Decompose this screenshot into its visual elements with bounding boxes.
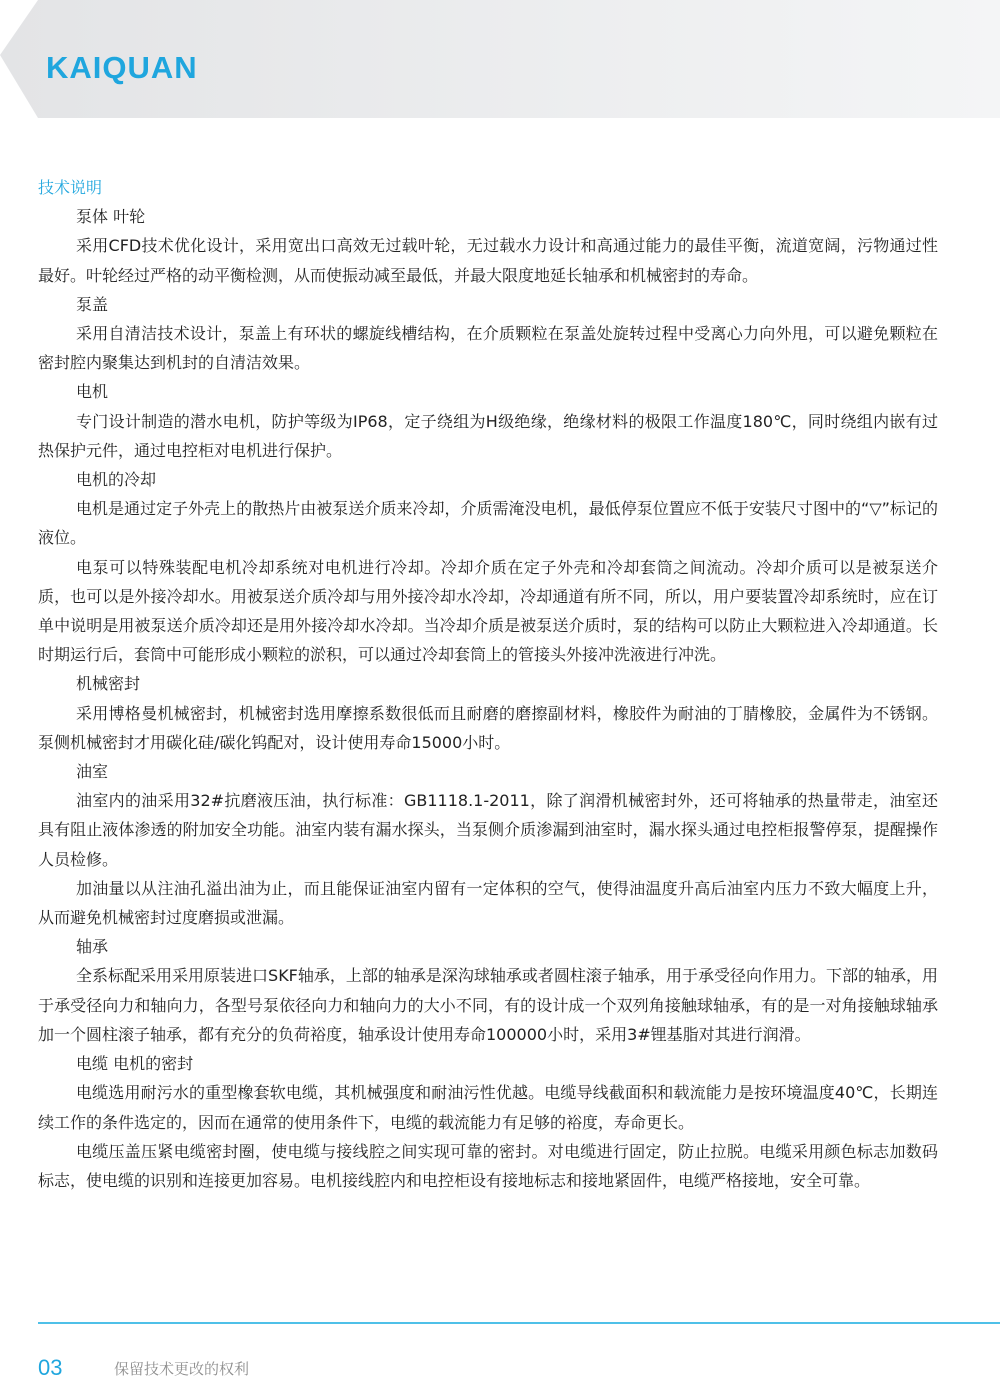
header-band [0,0,1000,118]
body-paragraph: 全系标配采用采用原装进口SKF轴承，上部的轴承是深沟球轴承或者圆柱滚子轴承，用于承受径向作用力。下部的轴承，用于承受径向力和轴向力，各型号泵依径向力和轴向力的大小不同，有的设计成一个双列角接触球轴承，有的是一对角接触球轴承加一个圆柱滚子轴承，都有充分的负荷裕度，轴承设计使用寿命100000小时，采用3#锂基脂对其进行润滑。 [38,966,938,1044]
section-title: 技术说明 [38,178,103,197]
sub-heading: 泵盖 [76,294,109,314]
sub-heading: 电机的冷却 [76,470,157,490]
sub-heading: 轴承 [76,937,109,957]
body-paragraph: 采用CFD技术优化设计，采用宽出口高效无过载叶轮，无过载水力设计和高通过能力的最佳平衡，流道宽阔，污物通过性最好。叶轮经过严格的动平衡检测，从而使振动减至最低，并最大限度地延长轴承和机械密封的寿命。 [38,236,938,285]
body-paragraph: 采用博格曼机械密封，机械密封选用摩擦系数很低而且耐磨的磨擦副材料，橡胶件为耐油的丁腈橡胶，金属件为不锈钢。泵侧机械密封才用碳化硅/碳化钨配对，设计使用寿命15000小时。 [38,703,938,752]
body-paragraph: 电机是通过定子外壳上的散热片由被泵送介质来冷却，介质需淹没电机，最低停泵位置应不低于安装尺寸图中的“▽”标记的液位。 [38,499,938,548]
footer-note: 保留技术更改的权利 [114,1360,250,1378]
body-paragraph: 采用自清洁技术设计，泵盖上有环状的螺旋线槽结构，在介质颗粒在泵盖处旋转过程中受离心力向外甩，可以避免颗粒在密封腔内聚集达到机封的自清洁效果。 [38,324,938,373]
sub-heading: 泵体 叶轮 [76,207,146,227]
sub-heading: 电缆 电机的密封 [76,1054,194,1074]
body-paragraph: 加油量以从注油孔溢出油为止，而且能保证油室内留有一定体积的空气，使得油温度升高后油室内压力不致大幅度上升，从而避免机械密封过度磨损或泄漏。 [38,878,938,928]
sub-heading: 机械密封 [76,674,141,694]
body-paragraph: 电缆选用耐污水的重型橡套软电缆，其机械强度和耐油污性优越。电缆导线截面积和载流能力是按环境温度40℃，长期连续工作的条件选定的，因而在通常的使用条件下，电缆的载流能力有足够的裕度，寿命更长。 [38,1083,938,1132]
body-paragraph: 电缆压盖压紧电缆密封圈，使电缆与接线腔之间实现可靠的密封。对电缆进行固定，防止拉脱。电缆采用颜色标志加数码标志，使电缆的识别和连接更加容易。电机接线腔内和电控柜设有接地标志和接地紧固件，电缆严格接地，安全可靠。 [38,1141,938,1190]
body-paragraph: 电泵可以特殊装配电机冷却系统对电机进行冷却。冷却介质在定子外壳和冷却套筒之间流动。冷却介质可以是被泵送介质，也可以是外接冷却水。用被泵送介质冷却与用外接冷却水冷却，冷却通道有所不同，所以，用户要装置冷却系统时，应在订单中说明是用被泵送介质冷却还是用外接冷却水冷却。当冷却介质是被泵送介质时，泵的结构可以防止大颗粒进入冷却通道。长时期运行后，套筒中可能形成小颗粒的淤积，可以通过冷却套筒上的管接头外接冲洗液进行冲洗。 [38,557,938,665]
company-logo: KAIQUAN [46,50,198,85]
sub-heading: 油室 [76,762,109,782]
body-paragraph: 油室内的油采用32#抗磨液压油，执行标准：GB1118.1-2011，除了润滑机械密封外，还可将轴承的热量带走，油室还具有阻止液体渗透的附加安全功能。油室内装有漏水探头，当泵侧介质渗漏到油室时，漏水探头通过电控柜报警停泵，提醒操作人员检修。 [38,791,938,869]
page-number: 03 [38,1355,63,1380]
document-body [38,173,938,1195]
footer-divider [38,1322,1000,1324]
body-paragraph: 专门设计制造的潜水电机，防护等级为IP68，定子绕组为H级绝缘，绝缘材料的极限工作温度180℃，同时绕组内嵌有过热保护元件，通过电控柜对电机进行保护。 [38,411,938,460]
sub-heading: 电机 [76,382,109,402]
